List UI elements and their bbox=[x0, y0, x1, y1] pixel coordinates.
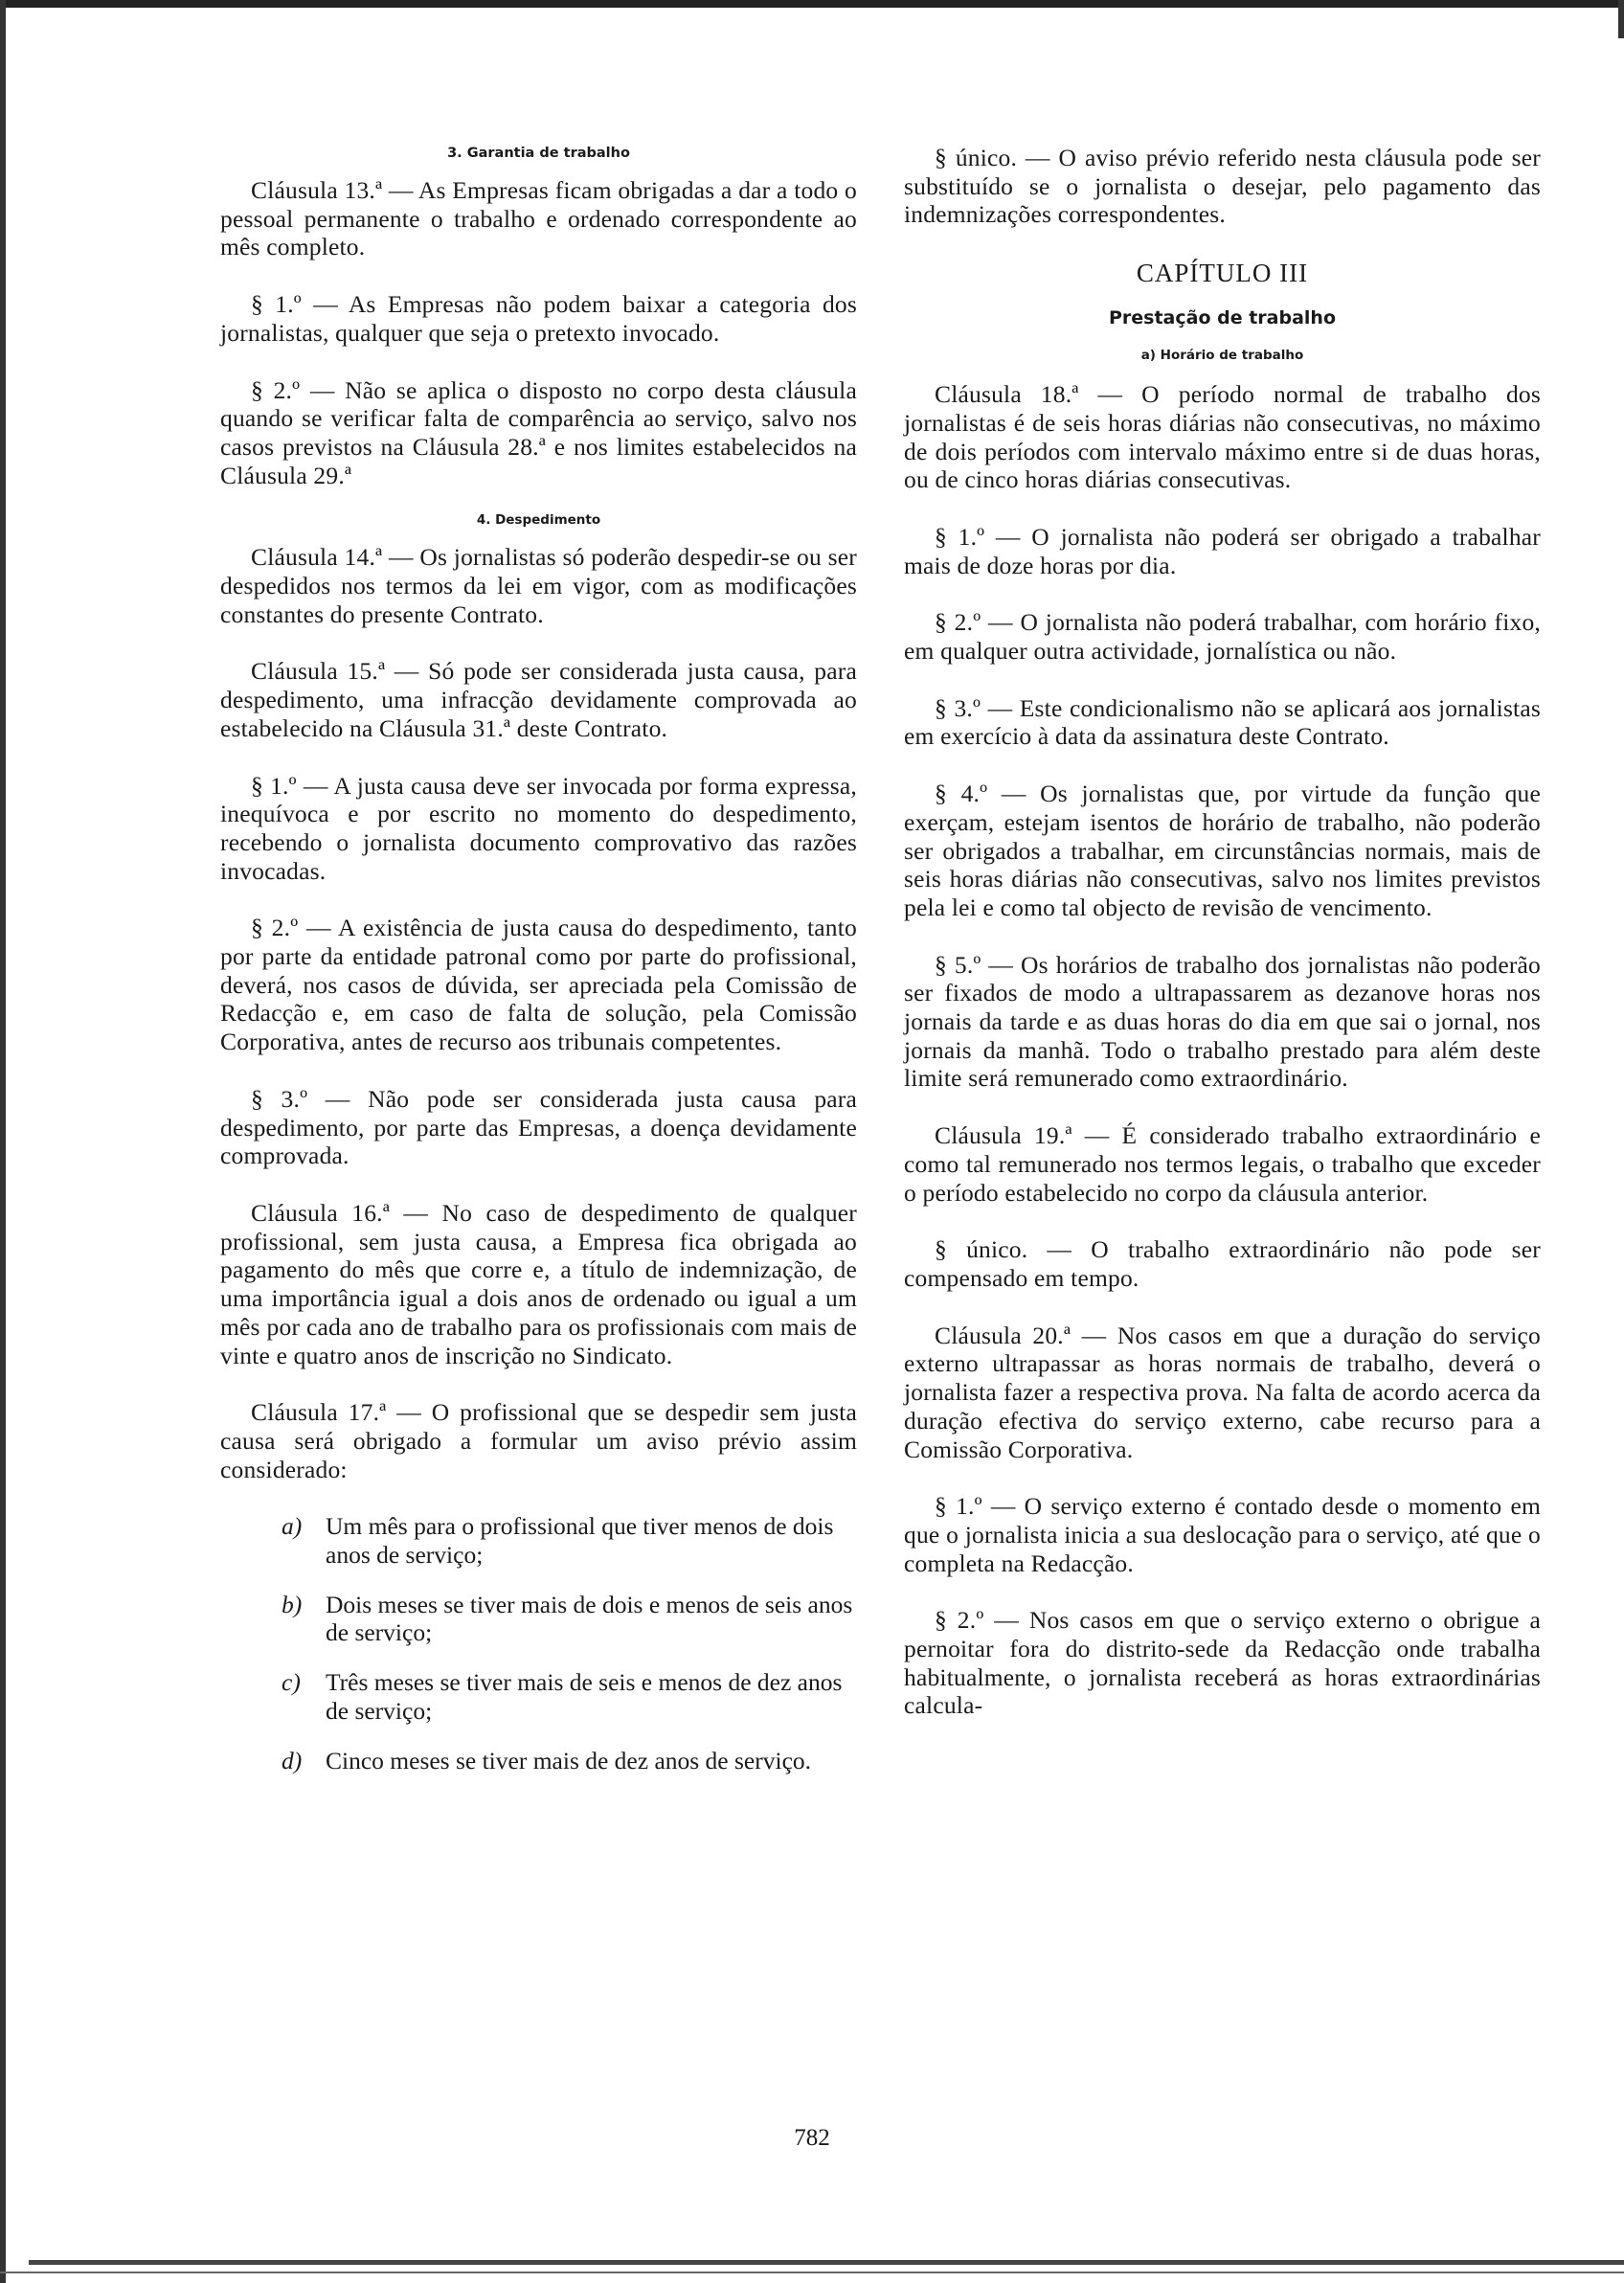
list-label: c) bbox=[282, 1668, 301, 1697]
list-text: Três meses se tiver mais de seis e menos de dez anos de serviço; bbox=[326, 1668, 843, 1725]
page-number: 782 bbox=[794, 2125, 830, 2151]
scan-edge-bottom bbox=[29, 2260, 1624, 2265]
paragraph-clausula-13: Cláusula 13.ª — As Empresas ficam obrigadas a dar a todo o pessoal permanente o trabalho e ordenado correspondente ao mês completo. bbox=[220, 176, 857, 261]
paragraph-clausula-19: Cláusula 19.ª — É considerado trabalho extraordinário e como tal remunerado nos termos legais, o trabalho que exceder o período estabelecido no corpo da cláusula anterior. bbox=[904, 1121, 1541, 1207]
paragraph-15-para-2: § 2.º — A existência de justa causa do despedimento, tanto por parte da entidade patronal como por parte do profissional, deverá, nos casos de dúvida, ser apreciada pela Comissão de Redacção e, em caso de falta de solução, pela Comissão Corporativa, antes de recurso aos tribunais competentes. bbox=[220, 914, 857, 1056]
list-item-b bbox=[220, 1591, 857, 1647]
paragraph-18-para-1: § 1.º — O jornalista não poderá ser obrigado a trabalhar mais de doze horas por dia. bbox=[904, 522, 1541, 579]
list-item-a bbox=[220, 1512, 857, 1569]
section-heading-despedimento: 4. Despedimento bbox=[476, 512, 601, 529]
paragraph-clausula-20: Cláusula 20.ª — Nos casos em que a duração do serviço externo ultrapassar as horas normais de trabalho, deverá o jornalista fazer a respectiva prova. Na falta de acordo acerca da duração efectiva do serviço externo, cabe recurso para a Comissão Corporativa. bbox=[904, 1321, 1541, 1463]
paragraph-18-para-5: § 5.º — Os horários de trabalho dos jornalistas não poderão ser fixados de modo a ultrapassarem as dezanove horas nos jornais da tarde e as duas horas do dia em que sai o jornal, nos jornais da manhã. Todo o trabalho prestado para além deste limite será remunerado como extraordinário. bbox=[904, 950, 1541, 1093]
paragraph-15-para-3: § 3.º — Não pode ser considerada justa causa para despedimento, por parte das Empresas, a doença devidamente comprovada. bbox=[220, 1084, 857, 1170]
paragraph-13-para-1: § 1.º — As Empresas não podem baixar a categoria dos jornalistas, qualquer que seja o pretexto invocado. bbox=[220, 290, 857, 347]
paragraph-19-unico: § único. — O trabalho extraordinário não pode ser compensado em tempo. bbox=[904, 1235, 1541, 1292]
paragraph-13-para-2: § 2.º — Não se aplica o disposto no corpo desta cláusula quando se verificar falta de comparência ao serviço, salvo nos casos previstos na Cláusula 28.ª e nos limites estabelecidos na Cláusula 29.ª bbox=[220, 375, 857, 489]
section-heading-garantia: 3. Garantia de trabalho bbox=[447, 146, 630, 161]
paragraph-20-para-2: § 2.º — Nos casos em que o serviço externo o obrigue a pernoitar fora do distrito-sede da Redacção onde trabalha habitualmente, o jornalista receberá as horas extraordinárias calcula- bbox=[904, 1606, 1541, 1720]
list-text: Dois meses se tiver mais de dois e menos de seis anos de serviço; bbox=[326, 1590, 853, 1647]
right-column bbox=[904, 144, 1541, 1720]
list-label: b) bbox=[282, 1590, 303, 1618]
subsection-heading-horario: a) Horário de trabalho bbox=[1140, 348, 1304, 364]
chapter-title: Prestação de trabalho bbox=[1108, 307, 1337, 329]
paragraph-20-para-1: § 1.º — O serviço externo é contado desde o momento em que o jornalista inicia a sua deslocação para o serviço, até que o completa na Redacção. bbox=[904, 1492, 1541, 1577]
paragraph-clausula-14: Cláusula 14.ª — Os jornalistas só poderão despedir-se ou ser despedidos nos termos da lei em vigor, com as modificações constantes do presente Contrato. bbox=[220, 543, 857, 628]
paragraph-clausula-15: Cláusula 15.ª — Só pode ser considerada justa causa, para despedimento, uma infracção devidamente comprovada ao estabelecido na Cláusula 31.ª deste Contrato. bbox=[220, 657, 857, 742]
scan-edge-bottom-line bbox=[0, 2272, 1624, 2273]
paragraph-18-para-3: § 3.º — Este condicionalismo não se aplicará aos jornalistas em exercício à data da assinatura deste Contrato. bbox=[904, 693, 1541, 751]
list-text: Um mês para o profissional que tiver menos de dois anos de serviço; bbox=[326, 1512, 834, 1570]
list-text: Cinco meses se tiver mais de dez anos de serviço. bbox=[326, 1746, 812, 1774]
paragraph-18-para-2: § 2.º — O jornalista não poderá trabalhar, com horário fixo, em qualquer outra actividade, jornalística ou não. bbox=[904, 608, 1541, 666]
list-item-d bbox=[220, 1747, 857, 1775]
scan-edge-top bbox=[0, 0, 1624, 8]
list-label: a) bbox=[282, 1512, 303, 1541]
paragraph-clausula-18: Cláusula 18.ª — O período normal de trabalho dos jornalistas é de seis horas diárias não consecutivas, no máximo de dois períodos com intervalo máximo entre si de duas horas, ou de cinco horas diárias consecutivas. bbox=[904, 380, 1541, 494]
list-item-c bbox=[220, 1668, 857, 1725]
list-label: d) bbox=[282, 1746, 303, 1774]
paragraph-clausula-17: Cláusula 17.ª — O profissional que se despedir sem justa causa será obrigado a formular um aviso prévio assim considerado: bbox=[220, 1398, 857, 1483]
scan-edge-right bbox=[1618, 0, 1624, 38]
scan-edge-left bbox=[0, 0, 6, 2283]
paragraph-17-unico: § único. — O aviso prévio referido nesta cláusula pode ser substituído se o jornalista o desejar, pelo pagamento das indemnizações correspondentes. bbox=[904, 144, 1541, 229]
chapter-heading: CAPÍTULO III bbox=[1136, 259, 1309, 288]
paragraph-18-para-4: § 4.º — Os jornalistas que, por virtude da função que exerçam, estejam isentos de horário de trabalho, não poderão ser obrigados a trabalhar, em circunstâncias normais, mais de seis horas diárias não consecutivas, salvo nos limites previstos pela lei e como tal objecto de revisão de vencimento. bbox=[904, 780, 1541, 921]
paragraph-15-para-1: § 1.º — A justa causa deve ser invocada por forma expressa, inequívoca e por escrito no momento do despedimento, recebendo o jornalista documento comprovativo das razões invocadas. bbox=[220, 771, 857, 885]
paragraph-clausula-16: Cláusula 16.ª — No caso de despedimento de qualquer profissional, sem justa causa, a Empresa fica obrigada ao pagamento do mês que corre e, a título de indemnização, de uma importância igual a dois anos de ordenado ou igual a um mês por cada ano de trabalho para os profissionais com mais de vinte e quatro anos de inscrição no Sindicato. bbox=[220, 1198, 857, 1369]
left-column bbox=[220, 144, 857, 1774]
